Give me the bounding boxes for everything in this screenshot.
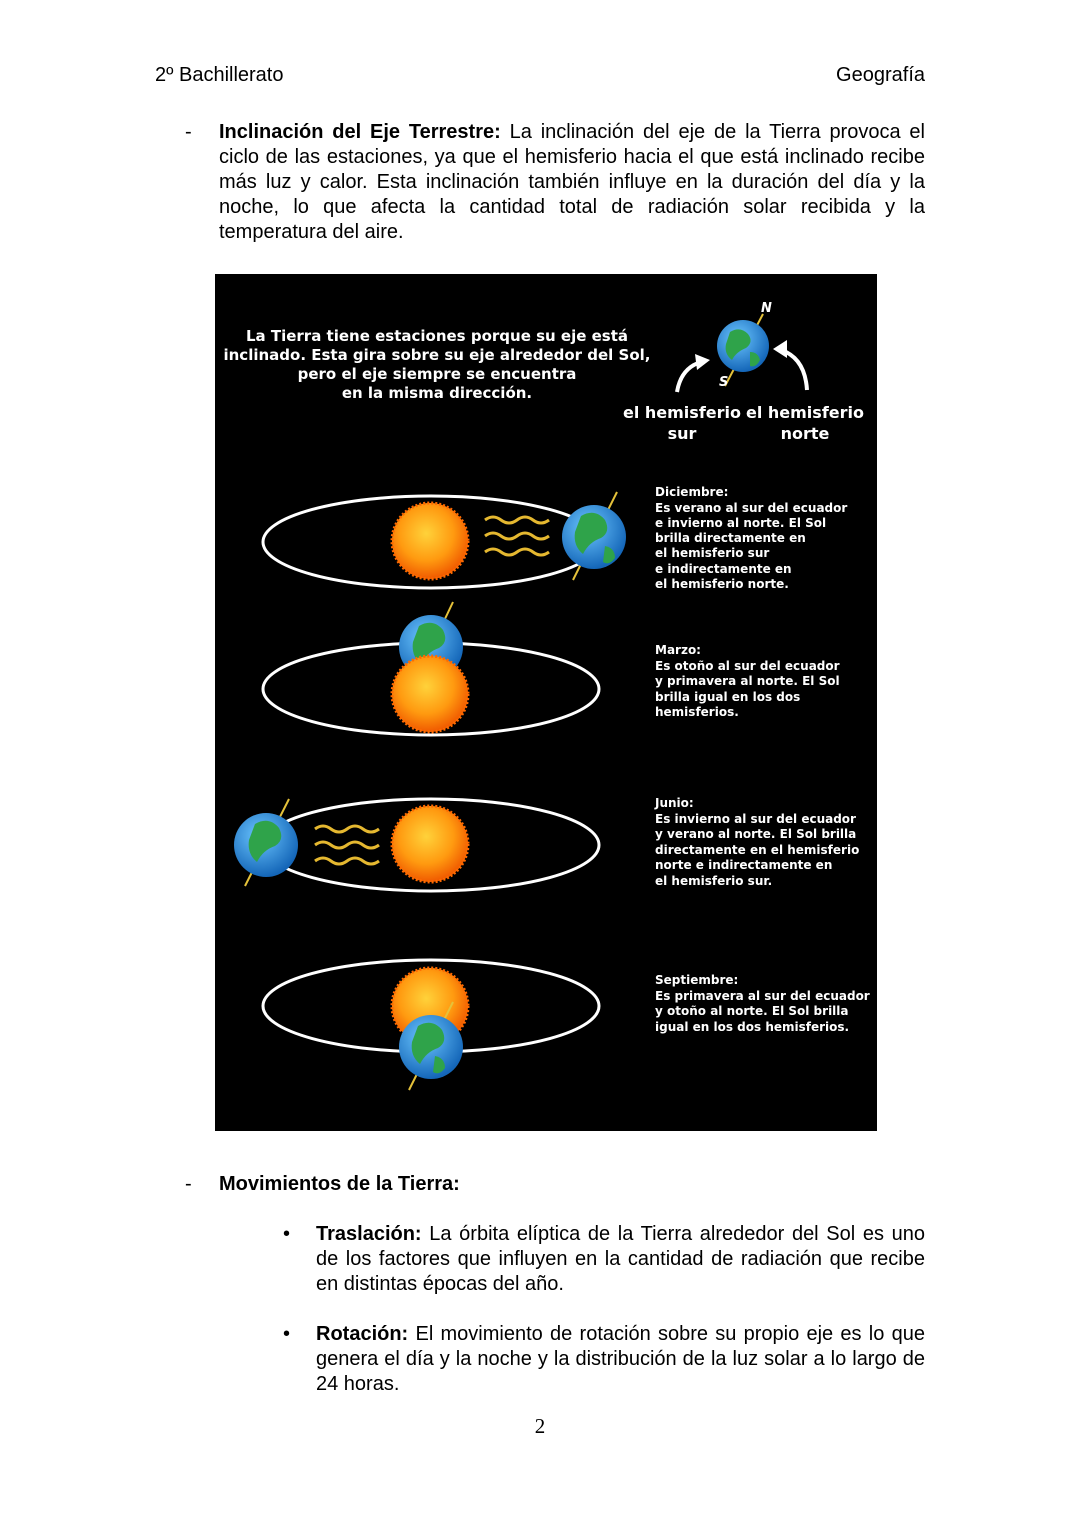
season-line: el hemisferio sur xyxy=(655,546,770,560)
season-month: Marzo: xyxy=(655,643,701,657)
season-line: brilla directamente en xyxy=(655,531,806,545)
page-number: 2 xyxy=(534,1414,546,1438)
hemi-north-line-1: el hemisferio xyxy=(745,403,865,422)
season-month: Junio: xyxy=(655,796,694,810)
season-line: y primavera al norte. El Sol xyxy=(655,674,840,688)
seasons-figure xyxy=(215,274,877,1131)
season-text-september xyxy=(655,973,870,1034)
intro-line-1: La Tierra tiene estaciones porque su eje está xyxy=(245,327,629,345)
movements-heading xyxy=(219,1172,925,1197)
season-month: Diciembre: xyxy=(655,485,729,499)
axial-tilt-body: La inclinación del eje de la Tierra provoca el ciclo de las estaciones, ya que el hemisferio hacia el que está inclinado recibe más luz y calor. Esta inclinación también influye en la duración del día y la noche, lo que afecta la cantidad total de radiación solar recibida y la temperatura del aire. xyxy=(219,121,925,243)
season-text-march xyxy=(655,643,840,719)
season-line: directamente en el hemisferio xyxy=(655,843,860,857)
header-course: 2º Bachillerato xyxy=(155,64,284,86)
bullet-dot: • xyxy=(283,1223,291,1245)
translation-paragraph xyxy=(316,1222,925,1297)
section-movements xyxy=(185,1172,925,1197)
intro-line-2: inclinado. Esta gira sobre su eje alrededor del Sol, xyxy=(223,346,651,364)
bullet-dot: • xyxy=(283,1323,291,1345)
translation-body: La órbita elíptica de la Tierra alrededor del Sol es uno de los factores que influyen en la cantidad de radiación que recibe en distintas épocas del año. xyxy=(316,1223,925,1295)
season-line: el hemisferio sur. xyxy=(655,874,773,888)
season-line: el hemisferio norte. xyxy=(655,577,789,591)
hemi-north-line-2: norte xyxy=(780,424,830,443)
intro-line-4: en la misma dirección. xyxy=(341,384,533,402)
season-line: norte e indirectamente en xyxy=(655,858,833,872)
season-line: y verano al norte. El Sol brilla xyxy=(655,827,857,841)
section-axial-tilt xyxy=(185,120,925,245)
item-translation xyxy=(283,1222,925,1297)
translation-title: Traslación: xyxy=(316,1223,422,1245)
season-line: Es otoño al sur del ecuador xyxy=(655,659,840,673)
season-line: brilla igual en los dos xyxy=(655,690,801,704)
september-diagram xyxy=(263,960,599,1090)
season-line: e indirectamente en xyxy=(655,562,792,576)
season-line: Es primavera al sur del ecuador xyxy=(655,989,870,1003)
december-diagram xyxy=(263,492,626,588)
season-line: e invierno al norte. El Sol xyxy=(655,516,827,530)
axial-tilt-heading: Inclinación del Eje Terrestre: xyxy=(219,121,501,143)
sun-icon xyxy=(392,656,468,732)
hemi-south-line-2: sur xyxy=(667,424,697,443)
rotation-title: Rotación: xyxy=(316,1323,409,1345)
season-line: y otoño al norte. El Sol brilla xyxy=(655,1004,849,1018)
season-month: Septiembre: xyxy=(655,973,739,987)
season-line: hemisferios. xyxy=(655,705,739,719)
axis-north-label: N xyxy=(761,301,772,316)
item-rotation xyxy=(283,1322,925,1397)
dash-bullet: - xyxy=(185,121,192,143)
march-diagram xyxy=(263,602,599,735)
season-line: igual en los dos hemisferios. xyxy=(655,1020,850,1034)
season-text-december xyxy=(655,485,847,591)
june-diagram xyxy=(234,799,599,891)
season-text-june xyxy=(654,796,859,888)
sun-icon xyxy=(392,806,468,882)
axis-south-label: S xyxy=(719,375,729,390)
rotation-paragraph xyxy=(316,1322,925,1397)
hemi-south-line-1: el hemisferio xyxy=(622,403,742,422)
header-subject: Geografía xyxy=(836,64,925,86)
rotation-body: El movimiento de rotación sobre su propio eje es lo que genera el día y la noche y la distribución de la luz solar a lo largo de 24 horas. xyxy=(316,1323,925,1395)
season-line: Es verano al sur del ecuador xyxy=(655,501,848,515)
movements-title: Movimientos de la Tierra: xyxy=(219,1173,460,1195)
season-line: Es invierno al sur del ecuador xyxy=(655,812,856,826)
axial-tilt-paragraph xyxy=(219,120,925,245)
intro-line-3: pero el eje siempre se encuentra xyxy=(297,365,577,383)
sun-icon xyxy=(392,503,468,579)
dash-bullet: - xyxy=(185,1173,192,1195)
